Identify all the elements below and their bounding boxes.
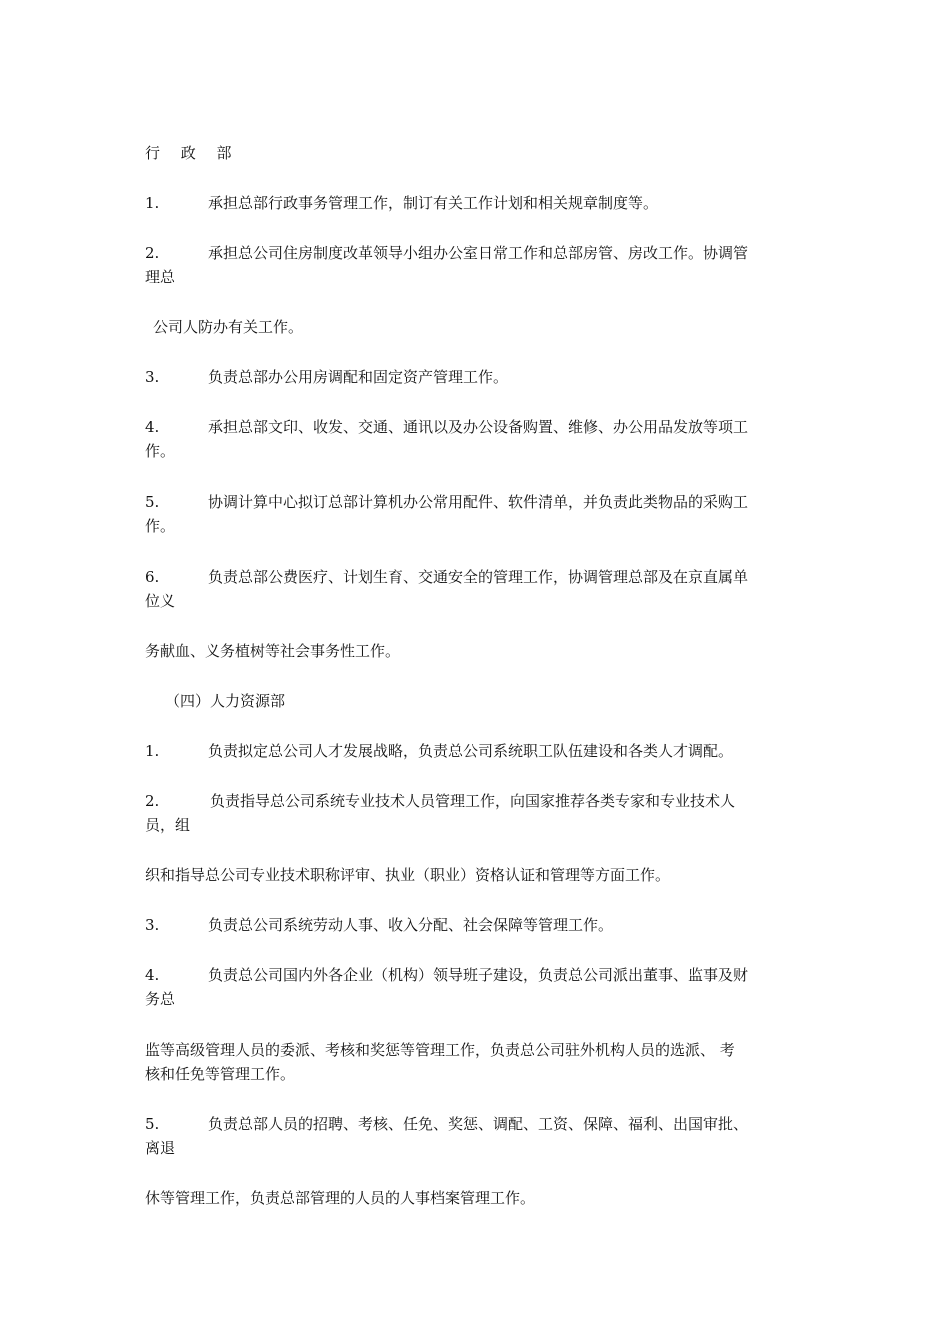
admin-item-4-number: 4. bbox=[145, 418, 160, 436]
hr-continuation-2-wrap: 核和任免等管理工作。 bbox=[145, 1065, 296, 1083]
hr-item-2-number: 2. bbox=[145, 792, 160, 810]
admin-item-1-number: 1. bbox=[145, 194, 160, 212]
admin-item-4-text: 承担总部文印、收发、交通、通讯以及办公设备购置、维修、办公用品发放等项工 bbox=[208, 418, 749, 436]
hr-item-4-wrap: 务总 bbox=[145, 990, 176, 1008]
admin-item-6-number: 6. bbox=[145, 568, 160, 586]
admin-continuation-2: 务献血、义务植树等社会事务性工作。 bbox=[145, 642, 401, 660]
admin-item-2-number: 2. bbox=[145, 244, 160, 262]
admin-item-2-text: 承担总公司住房制度改革领导小组办公室日常工作和总部房管、房改工作。协调管 bbox=[208, 244, 749, 262]
hr-item-5-number: 5. bbox=[145, 1115, 160, 1133]
admin-item-5-text: 协调计算中心拟订总部计算机办公常用配件、软件清单，并负责此类物品的采购工 bbox=[208, 493, 749, 511]
hr-item-5-wrap: 离退 bbox=[145, 1139, 176, 1157]
admin-item-1-text: 承担总部行政事务管理工作，制订有关工作计划和相关规章制度等。 bbox=[208, 194, 659, 212]
hr-item-2-wrap: 员，组 bbox=[145, 816, 191, 834]
hr-item-1-text: 负责拟定总公司人才发展战略，负责总公司系统职工队伍建设和各类人才调配。 bbox=[208, 742, 734, 760]
hr-item-2-text: 负责指导总公司系统专业技术人员管理工作，向国家推荐各类专家和专业技术人 bbox=[210, 792, 736, 810]
admin-continuation-1: 公司人防办有关工作。 bbox=[153, 318, 304, 336]
hr-continuation-2: 监等高级管理人员的委派、考核和奖惩等管理工作，负责总公司驻外机构人员的选派、 考 bbox=[145, 1041, 735, 1059]
hr-item-5-text: 负责总部人员的招聘、考核、任免、奖惩、调配、工资、保障、福利、出国审批、 bbox=[208, 1115, 749, 1133]
hr-item-3-text: 负责总公司系统劳动人事、收入分配、社会保障等管理工作。 bbox=[208, 916, 614, 934]
hr-item-4-text: 负责总公司国内外各企业（机构）领导班子建设，负责总公司派出董事、监事及财 bbox=[208, 966, 749, 984]
hr-item-1-number: 1. bbox=[145, 742, 160, 760]
admin-item-3-text: 负责总部办公用房调配和固定资产管理工作。 bbox=[208, 368, 509, 386]
admin-item-4-wrap: 作。 bbox=[145, 442, 176, 460]
section-title: 行 政 部 bbox=[145, 144, 240, 162]
admin-item-3-number: 3. bbox=[145, 368, 160, 386]
admin-item-5-number: 5. bbox=[145, 493, 160, 511]
admin-item-2-wrap: 理总 bbox=[145, 268, 176, 286]
admin-item-6-wrap: 位义 bbox=[145, 592, 176, 610]
admin-item-6-text: 负责总部公费医疗、计划生育、交通安全的管理工作，协调管理总部及在京直属单 bbox=[208, 568, 749, 586]
hr-continuation-3: 休等管理工作，负责总部管理的人员的人事档案管理工作。 bbox=[145, 1189, 536, 1207]
hr-item-3-number: 3. bbox=[145, 916, 160, 934]
hr-item-4-number: 4. bbox=[145, 966, 160, 984]
hr-continuation-1: 织和指导总公司专业技术职称评审、执业（职业）资格认证和管理等方面工作。 bbox=[145, 866, 671, 884]
admin-item-5-wrap: 作。 bbox=[145, 517, 176, 535]
hr-section-heading: （四）人力资源部 bbox=[165, 692, 286, 710]
